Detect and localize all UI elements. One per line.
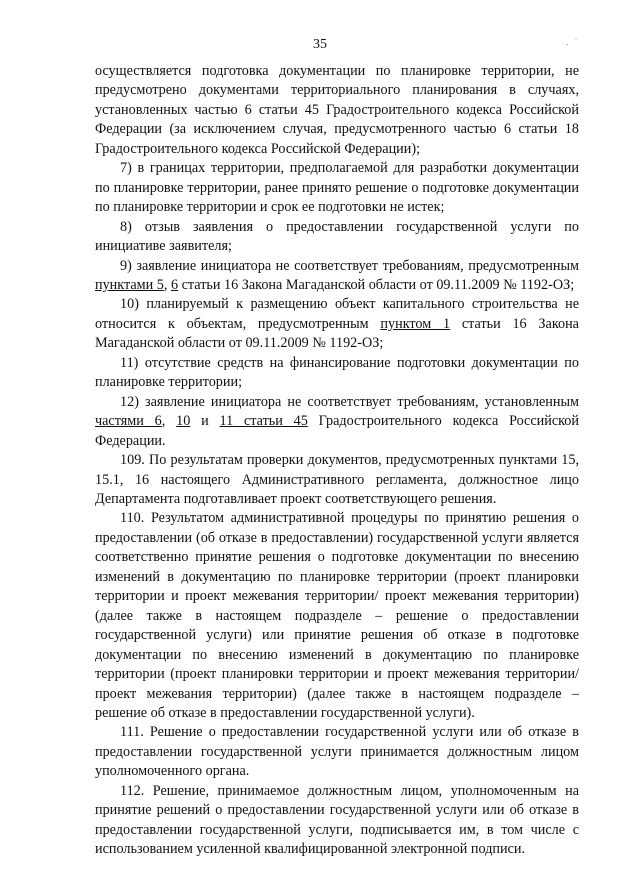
link-article-45[interactable]: 11 статьи 45 bbox=[219, 413, 308, 430]
paragraph-112: 112. Решение, принимаемое должностным лицом, уполномоченным на принятие решений о предоставлении государственной услуги или об отказе в предоставлении государственной услуги, подписывается им, в том числе с использованием усиленной квалифицированной электронной подписи. bbox=[95, 782, 579, 858]
paragraph-111: 111. Решение о предоставлении государственной услуги или об отказе в предоставлении государственной услуги принимается должностным лицом уполномоченного органа. bbox=[95, 724, 579, 780]
item-10-text-b: статьи 16 Закона Магаданской области от 09.11.2009 № 1192-ОЗ; bbox=[95, 315, 579, 352]
paragraph-110: 110. Результатом административной процедуры по принятию решения о предоставлении (об отказе в предоставлении) государственной услуги является соответственно принятие решения о подготовке документации по внесению изменений в документацию по планировке территории (проект планировки территории и проект межевания территории/ проект межевания территории) (далее также в настоящем подразделе – решение о предоставлении государственной услуги) или принятие решения об отказе в подготовке документации по внесению изменений в документацию по планировке территории (проект планировки территории и проект межевания территории/ проект межевания территории) (далее также в настоящем подразделе – решение об отказе в предоставлении государственной услуги). bbox=[95, 510, 579, 721]
item-10-text-a: 10) планируемый к размещению объект капитального строительства не относится к объектам, предусмотренным bbox=[95, 296, 579, 332]
paragraph-item-7: 7) в границах территории, предполагаемой для разработки документации по планировке территории, ранее принято решение о подготовке документации по планировке территории и срок ее подготовки не истек; bbox=[95, 160, 579, 216]
paragraph-109: 109. По результатам проверки документов, предусмотренных пунктами 15, 15.1, 16 настоящего Административного регламента, должностное лицо Департамента подготавливает проект соответствующего решения. bbox=[95, 452, 579, 507]
item-12-text-d: Градостроительного кодекса Российской Федерации. bbox=[95, 413, 579, 449]
paragraph-item-9 bbox=[95, 257, 579, 296]
link-item-1[interactable]: пунктом 1 bbox=[380, 315, 451, 332]
paragraph-item-11: 11) отсутствие средств на финансирование подготовки документации по планировке территории; bbox=[95, 354, 579, 391]
item-9-text-a: 9) заявление инициатора не соответствует требованиям, предусмотренным bbox=[120, 257, 579, 274]
item-9-text-b: , bbox=[163, 276, 171, 293]
link-items-5[interactable]: пунктами 5 bbox=[95, 276, 164, 293]
item-9-text-c: статьи 16 Закона Магаданской области от 09.11.2009 № 1192-ОЗ; bbox=[178, 276, 575, 293]
paragraph-item-10 bbox=[95, 295, 579, 353]
link-item-6[interactable]: 6 bbox=[170, 276, 179, 293]
paragraph-item-12 bbox=[95, 393, 579, 451]
item-12-text-b: , bbox=[161, 413, 177, 430]
scan-marks: . ˙ bbox=[566, 37, 580, 47]
document-body bbox=[95, 62, 579, 860]
item-12-text-c: и bbox=[190, 413, 220, 430]
paragraph-item-8: 8) отзыв заявления о предоставлении государственной услуги по инициативе заявителя; bbox=[95, 218, 579, 255]
link-parts-6[interactable]: частями 6 bbox=[95, 413, 162, 430]
link-part-10[interactable]: 10 bbox=[176, 413, 191, 430]
item-12-text-a: 12) заявление инициатора не соответствует требованиям, установленным bbox=[120, 393, 579, 410]
paragraph-continuation: осуществляется подготовка документации по планировке территории, не предусмотрено документами территориального планирования в случаях, установленных частью 6 статьи 45 Градостроительного кодекса Российской Федерации (за исключением случая, предусмотренного частью 6 статьи 18 Градостроительного кодекса Российской Федерации); bbox=[95, 63, 579, 157]
page-number: 35 bbox=[313, 37, 327, 52]
